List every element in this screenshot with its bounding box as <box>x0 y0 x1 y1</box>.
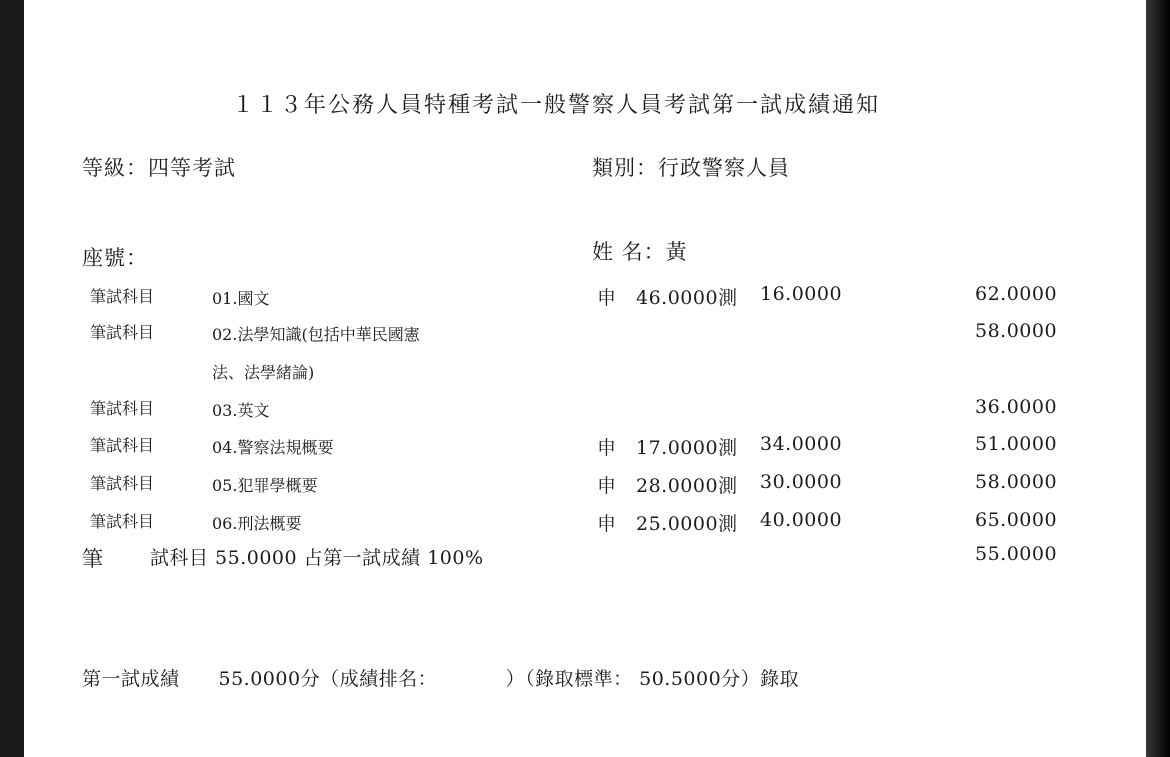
subject-type-label: 筆試科目 <box>90 474 155 493</box>
partial-score-b: 40.0000 <box>760 509 843 531</box>
summary-label-start: 筆 <box>82 547 104 571</box>
subject-name: 05.犯罪學概要 <box>212 476 318 495</box>
partial-score-a: 46.0000測 <box>636 287 738 309</box>
shen-marker: 申 <box>597 475 617 497</box>
partial-score-a: 17.0000測 <box>636 437 738 459</box>
subject-score: 58.0000 <box>975 471 1058 493</box>
partial-score-b: 30.0000 <box>760 471 843 493</box>
subject-type-label: 筆試科目 <box>90 399 155 418</box>
subject-name: 02.法學知識(包括中華民國憲 <box>212 325 420 344</box>
summary-score: 55.0000 <box>975 543 1058 565</box>
category-field: 類別：行政警察人員 <box>592 156 790 180</box>
subject-type-label: 筆試科目 <box>90 436 155 455</box>
subject-type-label: 筆試科目 <box>90 512 155 531</box>
subject-name: 01.國文 <box>212 289 270 308</box>
partial-score-b: 34.0000 <box>760 433 843 455</box>
viewer-edge <box>1146 0 1170 757</box>
candidate-name-field: 姓 名：黃 <box>592 240 688 264</box>
seat-number-label: 座號： <box>82 246 148 270</box>
subject-name: 03.英文 <box>212 401 270 420</box>
notice-title: １１３年公務人員特種考試一般警察人員考試第一試成績通知 <box>232 93 881 118</box>
grade-field: 等級：四等考試 <box>82 156 236 180</box>
partial-score-b: 16.0000 <box>760 283 843 305</box>
shen-marker: 申 <box>597 513 617 535</box>
subject-name-continued: 法、法學緒論) <box>212 363 315 382</box>
first-stage-result: 第一試成績 55.0000分（成績排名： ）（錄取標準： 50.5000分）錄取 <box>82 668 800 690</box>
subject-type-label: 筆試科目 <box>90 323 155 342</box>
subject-score: 58.0000 <box>975 320 1058 342</box>
subject-score: 36.0000 <box>975 396 1058 418</box>
shen-marker: 申 <box>597 287 617 309</box>
partial-score-a: 25.0000測 <box>636 513 738 535</box>
subject-score: 62.0000 <box>975 283 1058 305</box>
subject-name: 04.警察法規概要 <box>212 438 334 457</box>
subject-score: 65.0000 <box>975 509 1058 531</box>
partial-score-a: 28.0000測 <box>636 475 738 497</box>
subject-score: 51.0000 <box>975 433 1058 455</box>
shen-marker: 申 <box>597 437 617 459</box>
subject-name: 06.刑法概要 <box>212 514 302 533</box>
subject-type-label: 筆試科目 <box>90 287 155 306</box>
summary-text: 試科目 55.0000 占第一試成績 100% <box>150 547 484 569</box>
